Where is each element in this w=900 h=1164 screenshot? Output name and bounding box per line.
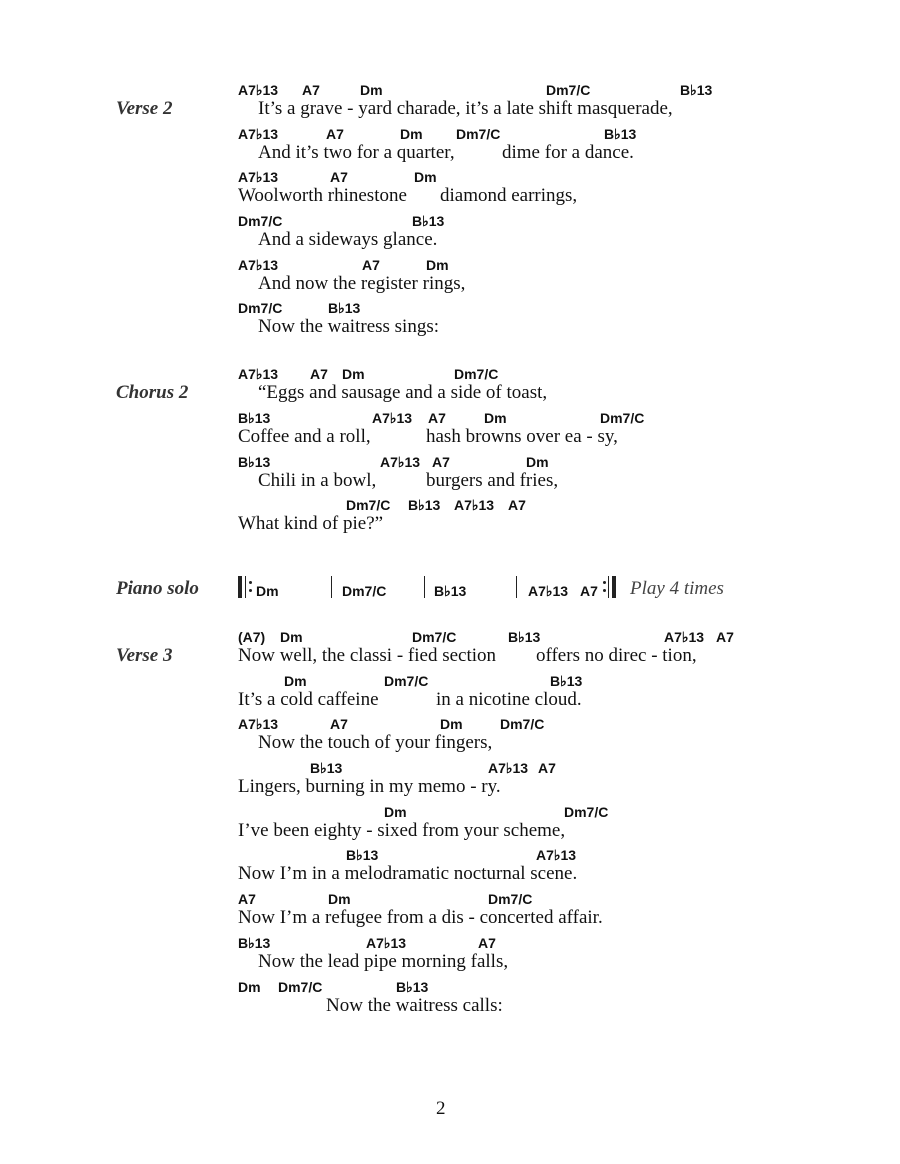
- chord-symbol: A7: [310, 366, 328, 382]
- lyric-line: I’ve been eighty - sixed from your scheme,: [238, 820, 566, 841]
- chord-symbol: (A7): [238, 629, 266, 645]
- chord-symbol: Dm7/C: [238, 300, 283, 316]
- chord-symbol: A7: [478, 935, 496, 951]
- chord-symbol: A7: [538, 760, 556, 776]
- chord-symbol: B♭13: [408, 497, 441, 513]
- section-label-verse-3: Verse 3: [116, 645, 173, 666]
- lyric-line: diamond earrings,: [440, 185, 578, 206]
- chord-symbol: Dm: [400, 126, 423, 142]
- lyric-line: burgers and fries,: [426, 470, 559, 491]
- lyric-line: It’s a grave - yard charade, it’s a late shift masquerade,: [258, 98, 673, 119]
- chord-symbol: B♭13: [238, 935, 271, 951]
- chord-symbol: A7♭13: [664, 629, 705, 645]
- chord-symbol: A7♭13: [238, 169, 279, 185]
- repeat-end-barline: [612, 576, 616, 598]
- lyric-line: Lingers, burning in my memo - ry.: [238, 776, 501, 797]
- barline: [331, 576, 332, 598]
- chord-symbol: A7: [330, 716, 348, 732]
- chord-symbol: A7♭13: [366, 935, 407, 951]
- chord-symbol: B♭13: [434, 583, 467, 599]
- lyric-line: hash browns over ea - sy,: [426, 426, 618, 447]
- chord-symbol: Dm: [238, 979, 261, 995]
- chord-symbol: Dm: [484, 410, 507, 426]
- chord-symbol: A7♭13: [454, 497, 495, 513]
- lyric-line: offers no direc - tion,: [536, 645, 697, 666]
- chord-symbol: Dm7/C: [456, 126, 501, 142]
- chord-symbol: A7: [302, 82, 320, 98]
- chord-symbol: A7♭13: [238, 716, 279, 732]
- chord-symbol: B♭13: [238, 410, 271, 426]
- chord-symbol: A7: [428, 410, 446, 426]
- lyric-line: Coffee and a roll,: [238, 426, 371, 447]
- chord-symbol: Dm: [384, 804, 407, 820]
- chord-symbol: Dm7/C: [454, 366, 499, 382]
- chord-symbol: A7♭13: [536, 847, 577, 863]
- chord-symbol: A7♭13: [528, 583, 569, 599]
- chord-symbol: Dm7/C: [238, 213, 283, 229]
- lyric-line: Now I’m in a melodramatic nocturnal scene.: [238, 863, 578, 884]
- chord-symbol: A7: [432, 454, 450, 470]
- repeat-dot: [249, 589, 252, 592]
- chord-symbol: Dm: [426, 257, 449, 273]
- chord-symbol: A7♭13: [238, 82, 279, 98]
- section-label-verse-2: Verse 2: [116, 98, 173, 119]
- lyric-line: And now the register rings,: [258, 273, 466, 294]
- chord-symbol: Dm: [256, 583, 279, 599]
- chord-symbol: Dm7/C: [278, 979, 323, 995]
- chord-symbol: Dm7/C: [564, 804, 609, 820]
- lyric-line: dime for a dance.: [502, 142, 634, 163]
- chord-symbol: A7♭13: [372, 410, 413, 426]
- chord-symbol: Dm: [342, 366, 365, 382]
- chord-symbol: Dm: [526, 454, 549, 470]
- chord-symbol: B♭13: [604, 126, 637, 142]
- chord-symbol: B♭13: [310, 760, 343, 776]
- lyric-line: “Eggs and sausage and a side of toast,: [258, 382, 548, 403]
- chord-symbol: B♭13: [550, 673, 583, 689]
- chord-symbol: Dm: [328, 891, 351, 907]
- repeat-start-barline: [238, 576, 242, 598]
- lyric-line: Now the waitress calls:: [326, 995, 503, 1016]
- lyric-line: Now the lead pipe morning falls,: [258, 951, 509, 972]
- barline: [424, 576, 425, 598]
- chord-symbol: Dm7/C: [500, 716, 545, 732]
- chord-symbol: Dm: [414, 169, 437, 185]
- lyric-line: Now I’m a refugee from a dis - concerted affair.: [238, 907, 603, 928]
- chord-symbol: A7: [326, 126, 344, 142]
- chord-symbol: B♭13: [238, 454, 271, 470]
- chord-symbol: Dm: [360, 82, 383, 98]
- lyric-line: And a sideways glance.: [258, 229, 438, 250]
- chord-symbol: A7: [716, 629, 734, 645]
- chord-symbol: Dm7/C: [412, 629, 457, 645]
- barline: [608, 576, 609, 598]
- lyric-line: Now the touch of your fingers,: [258, 732, 493, 753]
- chord-symbol: Dm: [284, 673, 307, 689]
- chord-symbol: A7: [580, 583, 598, 599]
- chord-symbol: B♭13: [680, 82, 713, 98]
- chord-symbol: B♭13: [396, 979, 429, 995]
- chord-symbol: A7♭13: [380, 454, 421, 470]
- lyric-line: Now the waitress sings:: [258, 316, 440, 337]
- chord-symbol: Dm: [280, 629, 303, 645]
- repeat-dot: [249, 581, 252, 584]
- lyric-line: And it’s two for a quarter,: [258, 142, 455, 163]
- chord-symbol: A7♭13: [238, 257, 279, 273]
- chord-symbol: Dm7/C: [546, 82, 591, 98]
- chord-symbol: B♭13: [328, 300, 361, 316]
- repeat-dot: [603, 589, 606, 592]
- chord-symbol: B♭13: [508, 629, 541, 645]
- chord-symbol: A7: [508, 497, 526, 513]
- repeat-instruction: Play 4 times: [630, 578, 724, 599]
- chord-symbol: A7: [362, 257, 380, 273]
- chord-symbol: Dm7/C: [600, 410, 645, 426]
- chord-symbol: A7: [330, 169, 348, 185]
- barline: [245, 576, 246, 598]
- lyric-line: What kind of pie?”: [238, 513, 384, 534]
- chord-symbol: Dm7/C: [488, 891, 533, 907]
- lyric-line: Woolworth rhinestone: [238, 185, 407, 206]
- chord-symbol: B♭13: [412, 213, 445, 229]
- section-label-chorus-2: Chorus 2: [116, 382, 189, 403]
- chord-symbol: Dm7/C: [346, 497, 391, 513]
- chord-symbol: A7♭13: [238, 126, 279, 142]
- page-number: 2: [436, 1098, 446, 1119]
- barline: [516, 576, 517, 598]
- chord-symbol: Dm7/C: [384, 673, 429, 689]
- chord-symbol: A7♭13: [488, 760, 529, 776]
- chord-symbol: Dm7/C: [342, 583, 387, 599]
- section-label-piano-solo: Piano solo: [116, 578, 199, 599]
- lyric-line: Chili in a bowl,: [258, 470, 377, 491]
- lyric-line: Now well, the classi - fied section: [238, 645, 497, 666]
- chord-symbol: B♭13: [346, 847, 379, 863]
- chord-symbol: A7: [238, 891, 256, 907]
- chord-symbol: A7♭13: [238, 366, 279, 382]
- lyric-line: It’s a cold caffeine: [238, 689, 379, 710]
- chord-symbol: Dm: [440, 716, 463, 732]
- repeat-dot: [603, 581, 606, 584]
- lyric-line: in a nicotine cloud.: [436, 689, 582, 710]
